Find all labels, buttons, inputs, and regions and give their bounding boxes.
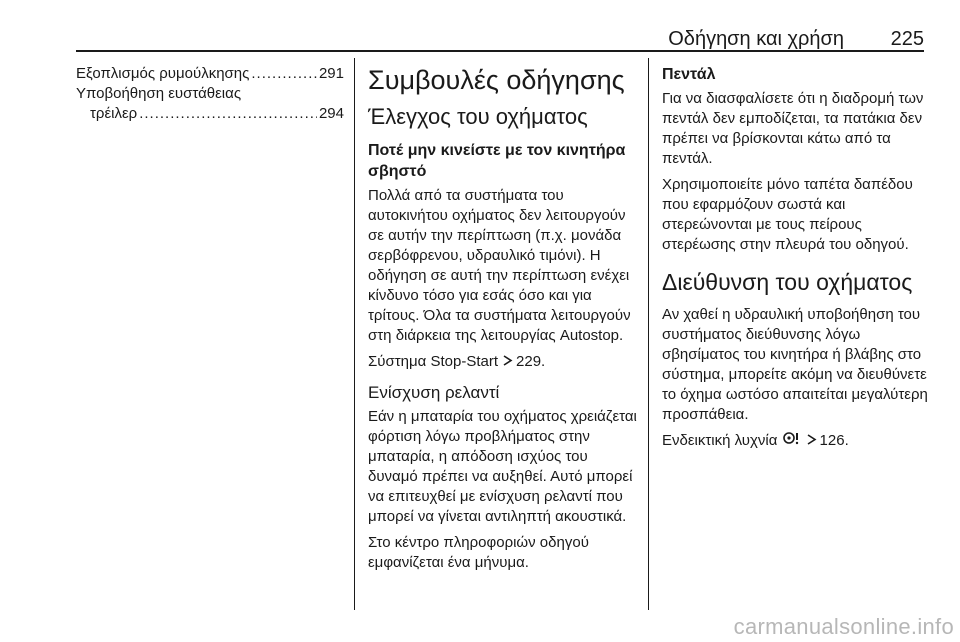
paragraph: Πολλά από τα συστήματα του αυτοκινήτου οχήματος δεν λειτουργούν σε αυτήν την περίπτωση (π.χ. μονάδα σερβόφρενου, υδραυλικό τιμόνι). Η οδήγηση σε αυτή την περίπτωση ενέχει κίνδυνο τόσο για εσάς όσο και για τρίτους. Όλα τα συστήματα λειτουργούν στη διάρκεια της λειτουργίας Autostop.	[368, 187, 631, 344]
page-heading: Συμβουλές οδήγησης	[368, 65, 625, 95]
paragraph: Για να διασφαλίσετε ότι η διαδρομή των πεντάλ δεν εμποδίζεται, τα πατάκια δεν πρέπει να βρίσκονται κάτω από τα πεντάλ.	[662, 90, 924, 167]
column-divider-1	[354, 58, 355, 610]
paragraph: Εάν η μπαταρία του οχήματος χρειάζεται φόρτιση λόγω προβλήματος στην μπαταρία, η απόδοση ισχύος του δυναμό πρέπει να αυξηθεί. Αυτό μπορεί να επιτευχθεί με ενίσχυση ρελαντί που μπορεί να γίνεται αντιληπτή ακουστικά.	[368, 408, 637, 525]
toc-page: 291	[318, 65, 344, 82]
reference-text: Σύστημα Stop-Start	[368, 353, 499, 370]
toc-entry[interactable]	[76, 84, 344, 124]
toc-leader	[251, 64, 317, 84]
toc-page: 294	[318, 105, 344, 122]
reference-page: 229.	[516, 353, 546, 370]
paragraph: Χρησιμοποιείτε μόνο ταπέτα δαπέδου που εφαρμόζουν σωστά και στερεώνονται με τους πείρους στερέωσης στην πλευρά του οδηγού.	[662, 176, 913, 253]
power-steering-lamp-icon	[782, 431, 802, 451]
content-column-left	[368, 64, 638, 579]
section-title: Έλεγχος του οχήματος	[368, 104, 588, 129]
subsection-title: Ενίσχυση ρελαντί	[368, 383, 500, 402]
paragraph: Αν χαθεί η υδραυλική υποβοήθηση του συστήματος διεύθυνσης λόγω σβησίματος του κινητήρα ή βλάβης στο σύστημα, μπορείτε ακόμη να διευθύνετε το όχημα ωστόσο απαιτείται μεγαλύτερη προσπάθεια.	[662, 306, 928, 423]
reference-arrow-icon	[806, 431, 817, 451]
toc-column	[76, 64, 344, 124]
column-divider-2	[648, 58, 649, 610]
watermark: carmanualsonline.info	[733, 614, 954, 639]
page-number: 225	[890, 28, 924, 50]
reference-page: 126.	[819, 432, 849, 449]
cross-reference[interactable]	[662, 431, 930, 451]
header-title: Οδήγηση και χρήση	[668, 28, 844, 50]
toc-label: Εξοπλισμός ρυμούλκησης	[76, 65, 250, 82]
paragraph: Στο κέντρο πληροφοριών οδηγού εμφανίζεται ένα μήνυμα.	[368, 534, 589, 571]
toc-label: τρέιλερ	[90, 105, 138, 122]
toc-label-line	[76, 104, 344, 124]
content-column-right	[662, 64, 930, 457]
reference-arrow-icon	[502, 352, 513, 372]
subsection-title: Ποτέ μην κινείστε με τον κινητήρα σβηστό	[368, 142, 626, 180]
page-header	[76, 24, 924, 50]
toc-leader	[139, 104, 317, 124]
subsection-title: Πεντάλ	[662, 66, 716, 83]
section-title: Διεύθυνση του οχήματος	[662, 269, 913, 295]
header-rule	[76, 50, 924, 52]
reference-text: Ενδεικτική λυχνία	[662, 432, 778, 449]
toc-label-line	[76, 84, 344, 104]
cross-reference[interactable]	[368, 352, 638, 372]
toc-label: Υποβοήθηση ευστάθειας	[76, 85, 242, 102]
toc-entry[interactable]	[76, 64, 344, 84]
